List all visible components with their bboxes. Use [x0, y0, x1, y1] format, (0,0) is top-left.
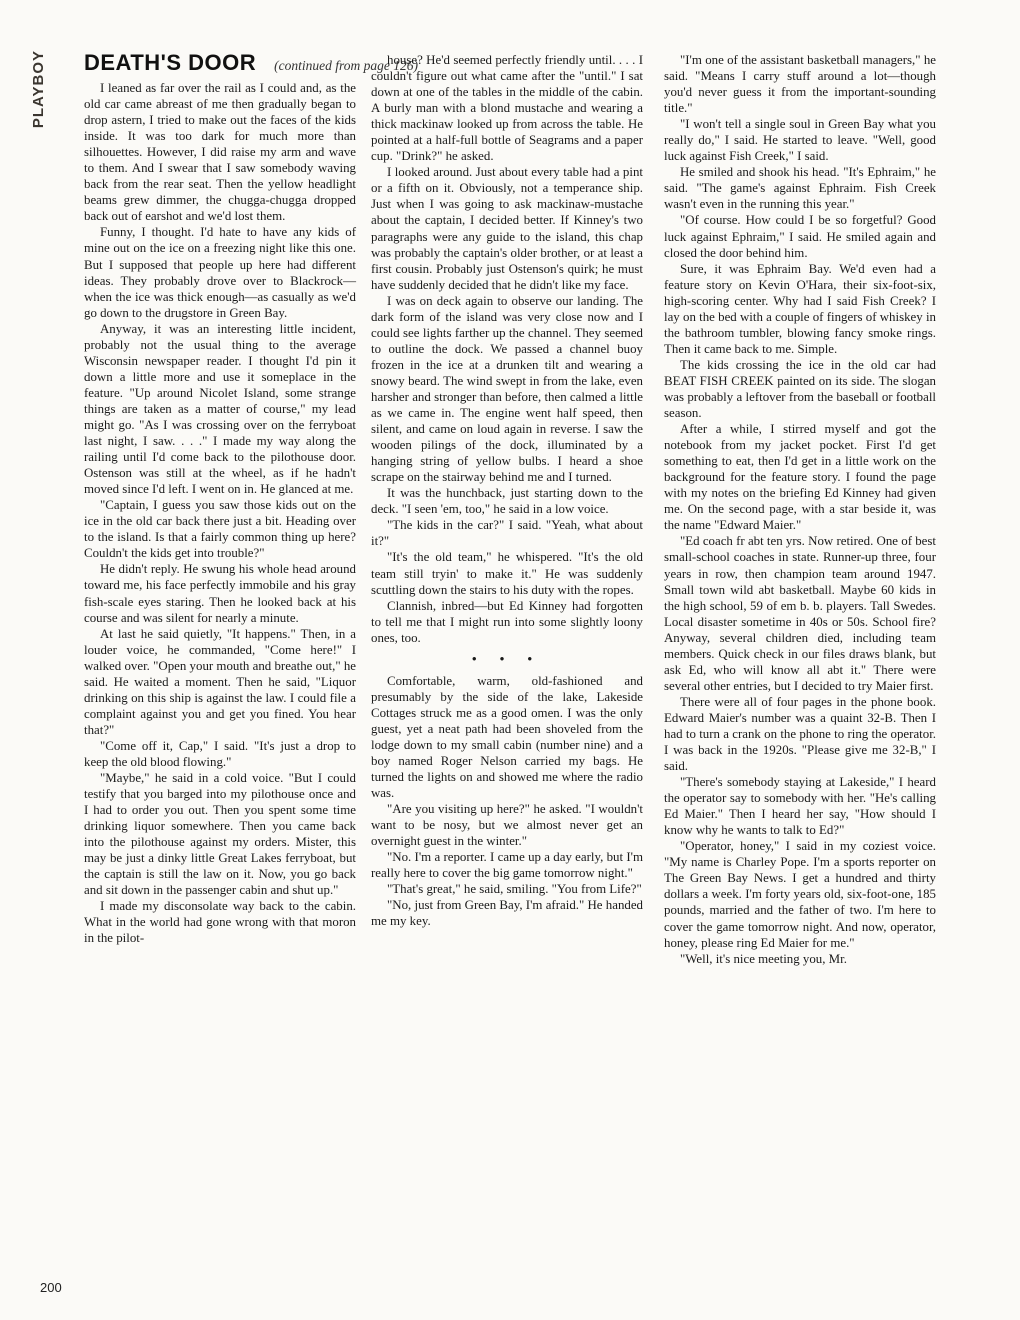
paragraph: There were all of four pages in the phone book. Edward Maier's number was a quaint 32-B. Then I had to turn a crank on the phone to ring the operator. I was back in the 1920s. "Please give me 32-B," I said. [664, 694, 936, 774]
paragraph: "The kids in the car?" I said. "Yeah, what about it?" [371, 518, 643, 549]
paragraph: Funny, I thought. I'd hate to have any kids of mine out on the ice on a freezing night like this one. But I supposed that people up here had different ideas. They probably drove over to Blackrock—when the ice was thick enough—as casually as we'd go down to the drugstore in Green Bay. [84, 225, 356, 320]
paragraph: house? He'd seemed perfectly friendly until. . . . I couldn't figure out what came after the "until." I sat down at one of the tables in the middle of the cabin. A burly man with a blond mustache and wearing a thick mackinaw looked up from across the table. He pointed at a half-full bottle of Seagrams and a paper cup. "Drink?" he asked. [371, 53, 643, 164]
paragraph: It was the hunchback, just starting down to the deck. "I seen 'em, too," he said in a low voice. [371, 486, 643, 517]
paragraph: "Come off it, Cap," I said. "It's just a drop to keep the old blood flowing." [84, 738, 356, 769]
text-column-1 [84, 80, 356, 947]
paragraph: After a while, I stirred myself and got the notebook from my jacket pocket. First I'd get something to eat, then I'd get in a little work on the background for the feature story. I found the page with my notes on the briefing Ed Kinney had given me. On the second page, with a star beside it, was the name "Edward Maier." [664, 422, 936, 533]
paragraph: "No. I'm a reporter. I came up a day early, but I'm really here to cover the big game tomorrow night." [371, 850, 643, 881]
paragraph: "No, just from Green Bay, I'm afraid." He handed me my key. [371, 898, 643, 929]
paragraph: Comfortable, warm, old-fashioned and presumably by the side of the lake, Lakeside Cottages struck me as a good omen. I was the only guest, yet a neat path had been shoveled from the lodge down to my small cabin (number nine) and a boy named Roger Nelson carried my bags. He turned the lights on and showed me where the radio was. [371, 673, 643, 801]
masthead: PLAYBOY [30, 50, 47, 129]
paragraph: "I won't tell a single soul in Green Bay what you really do," I said. He started to leave. "Well, good luck against Fish Creek," I said. [664, 117, 936, 164]
page-number: 200 [40, 1280, 62, 1295]
paragraph: I was on deck again to observe our landing. The dark form of the island was very close now and I could see lights farther up the channel. They seemed to outline the dock. We passed a channel buoy frozen in the ice at a drunken tilt and wearing a snowy beard. The wind swept in from the lake, even harsher and stronger than before, then calmed a little as we came in. The engine went half speed, then silent, and came on loud again in reverse. I saw the wooden pilings of the dock, illuminated by a hanging string of yellow bulbs. I heard a shoe scrape on the stairway behind me and I turned. [371, 293, 643, 485]
paragraph: "There's somebody staying at Lakeside," I heard the operator say to somebody with her. "He's calling Ed Maier." Then I heard her say, "How should I know why he wants to talk to Ed?" [664, 775, 936, 838]
paragraph: "Of course. How could I be so forgetful? Good luck against Ephraim," I said. He smiled again and closed the door behind him. [664, 213, 936, 260]
paragraph: I leaned as far over the rail as I could and, as the old car came abreast of me then gradually began to drop astern, I tried to make out the faces of the kids inside. It was too dark for much more than silhouettes. However, I did raise my arm and wave to them. And I swear that I saw somebody waving back from the rear seat. Then the yellow headlight beams grew dimmer, the chugga-chugga dropped back out of earshot and we'd lost them. [84, 81, 356, 224]
continued-note: (continued from page 126) [274, 58, 419, 73]
paragraph: Anyway, it was an interesting little incident, probably not the usual thing to the average Wisconsin newspaper reader. I thought I'd pin it down a little more and use it someplace in the feature. "Up around Nicolet Island, some strange things are taken as a matter of course," my lead might go. "As I was crossing over on the ferryboat last night, I saw. . . ." I made my way along the railing until I'd come back to the pilothouse door. Ostenson was still at the wheel, as if he hadn't moved since I'd left. I went on in. He glanced at me. [84, 321, 356, 497]
paragraph: Sure, it was Ephraim Bay. We'd even had a feature story on Kevin O'Hara, their six-foot-six, high-scoring center. Why had I said Fish Creek? I lay on the bed with a couple of fingers of whiskey in the bathroom tumbler, blowing fancy smoke rings. Then it came back to me. Simple. [664, 261, 936, 356]
text-column-3 [664, 52, 936, 967]
paragraph: "Operator, honey," I said in my coziest voice. "My name is Charley Pope. I'm a sports reporter on The Green Bay News. I get a hundred and thirty dollars a week. I'm forty years old, six-foot-one, 185 pounds, married and the father of two. I'm here to cover the game tomorrow night. And now, operator, honey, please ring Ed Maier for me." [664, 839, 936, 950]
paragraph: "Ed coach fr abt ten yrs. Now retired. One of best small-school coaches in state. Runner-up three, four years in row, then champion team around 1947. Small town wild abt basketball. Maybe 60 kids in the high school, 59 of em b. b. players. Tall Swedes. Local disaster sometime in 40s or 50s. School fire? Anyway, several children died, including team members. Quick check in our files draws blank, but ask Ed, who will know all abt it." There were several other entries, but I decided to try Maier first. [664, 534, 936, 693]
paragraph: He didn't reply. He swung his whole head around toward me, his face perfectly immobile and his gray fish-scale eyes staring. Then he looked back at his course and was silent for nearly a minute. [84, 562, 356, 625]
paragraph: I made my disconsolate way back to the cabin. What in the world had gone wrong with that moron in the pilot- [84, 899, 356, 946]
paragraph: "Are you visiting up here?" he asked. "I wouldn't want to be nosy, but we almost never get an overnight guest in the winter." [371, 802, 643, 849]
section-separator: • • • [472, 651, 542, 666]
paragraph: I looked around. Just about every table had a pint or a fifth on it. Obviously, not a temperance ship. Just when I was going to ask mackinaw-mustache about the captain, I decided better. If Kinney's two paragraphs were any guide to the island, this chap was probably the captain's older brother, or at least a first cousin. Probably just Ostenson's quirk; he must have suddenly decided that he didn't like my face. [371, 165, 643, 292]
article-title: DEATH'S DOOR [84, 50, 257, 75]
paragraph: At last he said quietly, "It happens." Then, in a louder voice, he commanded, "Come here!" I walked over. "Open your mouth and breathe out," he said. He waited a moment. Then he said, "Liquor drinking on this ship is against the law. I could file a complaint against you and get you fined. You hear that?" [84, 626, 356, 737]
paragraph: "Maybe," he said in a cold voice. "But I could testify that you barged into my pilothouse once and I had to order you out. Then you spent some time drinking liquor somewhere. Then you came back into the pilothouse against my orders. Mister, this may be just a dinky little Great Lakes ferryboat, but the captain is still the law on it. Now, you go back and sit down in the passenger cabin and shut up." [84, 771, 356, 898]
paragraph: "I'm one of the assistant basketball managers," he said. "Means I carry stuff around a lot—though you'd never guess it from the important-sounding title." [664, 53, 936, 116]
paragraph: He smiled and shook his head. "It's Ephraim," he said. "The game's against Ephraim. Fish Creek wasn't even in the running this year." [664, 165, 936, 212]
paragraph: "It's the old team," he whispered. "It's the old team still tryin' to make it." He was suddenly scuttling down the stairs to his duty with the ropes. [371, 550, 643, 597]
paragraph: The kids crossing the ice in the old car had BEAT FISH CREEK painted on its side. The slogan was probably a leftover from the baseball or football season. [664, 357, 936, 421]
paragraph: "Well, it's nice meeting you, Mr. [680, 951, 847, 966]
paragraph: "Captain, I guess you saw those kids out on the ice in the old car back there just a bit. Heading over to the island. Is that a fairly common thing up here? Couldn't the kids get into trouble?" [84, 498, 356, 561]
text-column-2 [371, 52, 643, 930]
paragraph: Clannish, inbred—but Ed Kinney had forgotten to tell me that I might run into some slightly loony ones, too. [371, 598, 643, 645]
paragraph: "That's great," he said, smiling. "You from Life?" [387, 882, 642, 897]
